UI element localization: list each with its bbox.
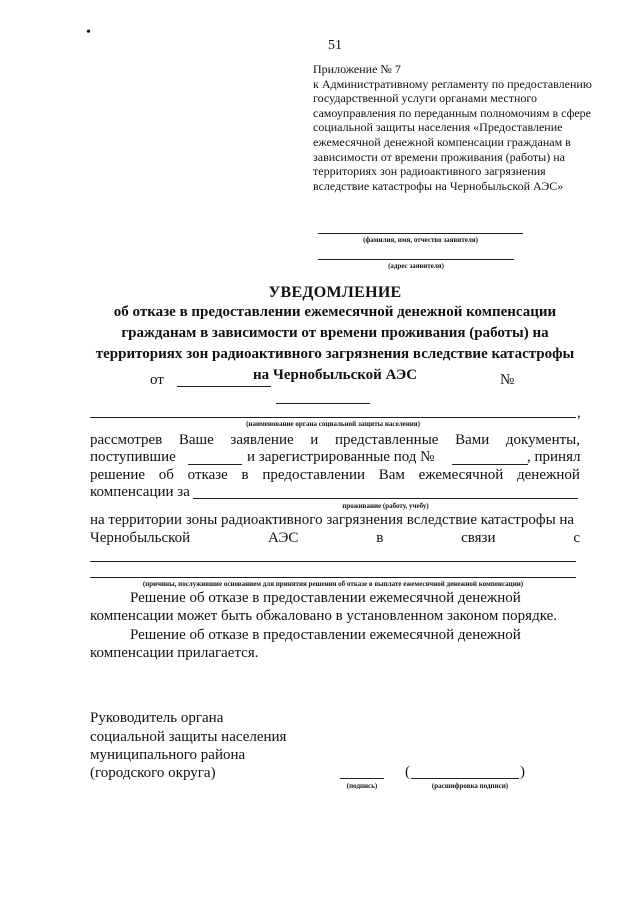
- attach-line-1: Решение об отказе в предоставлении ежемесячной денежной: [130, 627, 521, 643]
- page-number: 51: [328, 38, 342, 53]
- appendix-line: зависимости от времени проживания (работы) на: [313, 149, 565, 164]
- word: Вами: [455, 432, 490, 448]
- body-line-6: [90, 530, 580, 547]
- received-date-line[interactable]: [188, 464, 242, 465]
- notice-subtitle-line: территориях зон радиоактивного загрязнения вследствие катастрофы: [95, 346, 575, 362]
- applicant-name-caption: (фамилия, имя, отчество заявителя): [363, 236, 478, 244]
- word: рассмотрев: [90, 432, 163, 448]
- signatory-line: Руководитель органа: [90, 710, 224, 726]
- appeal-line-1: Решение об отказе в предоставлении ежемесячной денежной: [130, 590, 521, 606]
- residence-caption: проживание (работу, учебу): [342, 502, 429, 510]
- word: Чернобыльской: [90, 530, 191, 546]
- appeal-line-2: компенсации может быть обжаловано в установленном законом порядке.: [90, 608, 558, 624]
- word: документы,: [505, 432, 580, 448]
- residence-line[interactable]: [193, 498, 578, 499]
- word: предоставлении: [262, 467, 366, 483]
- org-comma: ,: [577, 405, 581, 421]
- appendix-heading: Приложение № 7: [313, 62, 401, 76]
- appendix-line: вследствие катастрофы на Чернобыльской АЭС»: [313, 178, 564, 193]
- body-line-5: на территории зоны радиоактивного загрязнения вследствие катастрофы на: [90, 512, 575, 528]
- signature-caption: (подпись): [346, 782, 378, 790]
- body-line-2-end: , принял: [527, 449, 581, 465]
- org-caption: (наименование органа социальной защиты населения): [246, 420, 420, 428]
- signature-line[interactable]: [340, 778, 384, 779]
- reasons-caption: (причины, послужившие основанием для принятия решения об отказе в выплате ежемесячной денежной компенсации): [142, 580, 524, 588]
- notice-subtitle-line: на Чернобыльской АЭС: [252, 367, 418, 383]
- body-line-2-start: поступившие: [90, 449, 176, 465]
- number-label: №: [500, 372, 515, 388]
- word: Вам: [378, 467, 405, 483]
- word: связи: [461, 530, 496, 546]
- applicant-name-line[interactable]: [318, 233, 523, 234]
- word: АЭС: [268, 530, 299, 546]
- signature-decoding-caption: (расшифровка подписи): [431, 782, 509, 790]
- appendix-line: к Административному регламенту по предоставлению: [313, 76, 592, 91]
- word: с: [573, 530, 580, 546]
- word: денежной: [517, 467, 580, 483]
- reasons-line-1[interactable]: [90, 561, 576, 562]
- from-date-line[interactable]: [177, 386, 271, 387]
- appendix-line: территориях зон радиоактивного загрязнения: [313, 164, 546, 179]
- notice-subtitle-line: гражданам в зависимости от времени проживания (работы) на: [121, 325, 549, 341]
- open-paren: (: [405, 764, 410, 780]
- applicant-address-line[interactable]: [318, 259, 514, 260]
- signatory-line: (городского округа): [90, 765, 216, 781]
- notice-subtitle-line: об отказе в предоставлении ежемесячной денежной компенсации: [113, 304, 557, 320]
- word: отказе: [187, 467, 228, 483]
- notice-title: УВЕДОМЛЕНИЕ: [268, 284, 402, 301]
- attach-line-2: компенсации прилагается.: [90, 645, 259, 661]
- reasons-line-2[interactable]: [90, 577, 576, 578]
- body-line-2-middle: и зарегистрированные под №: [247, 449, 435, 465]
- word: решение: [90, 467, 146, 483]
- word: заявление: [230, 432, 294, 448]
- appendix-line: самоуправления по переданным полномочиям в сфере: [313, 105, 592, 120]
- number-value-line[interactable]: [276, 403, 370, 404]
- appendix-line: ежемесячной денежной компенсации гражданам в: [313, 134, 571, 149]
- appendix-line: государственной услуги органами местного: [313, 91, 538, 106]
- registration-number-line[interactable]: [452, 464, 528, 465]
- word: в: [241, 467, 249, 483]
- signatory-line: социальной защиты населения: [90, 729, 287, 745]
- word: и: [310, 432, 319, 448]
- word: об: [158, 467, 174, 483]
- stray-mark: •: [86, 25, 91, 40]
- close-paren: ): [520, 764, 525, 780]
- applicant-address-caption: (адрес заявителя): [388, 262, 444, 270]
- appendix-block: [313, 62, 613, 193]
- body-line-4: компенсации за: [90, 484, 190, 500]
- word: представленные: [334, 432, 439, 448]
- signatory-line: муниципального района: [90, 747, 246, 763]
- word: в: [376, 530, 384, 546]
- word: ежемесячной: [418, 467, 504, 483]
- word: Ваше: [178, 432, 214, 448]
- body-line-1: [90, 432, 580, 449]
- org-name-line[interactable]: [90, 417, 576, 418]
- appendix-line: социальной защиты населения «Предоставление: [313, 120, 563, 135]
- from-label: от: [150, 372, 164, 388]
- body-line-3: [90, 467, 580, 484]
- signature-decoding-line[interactable]: [411, 778, 519, 779]
